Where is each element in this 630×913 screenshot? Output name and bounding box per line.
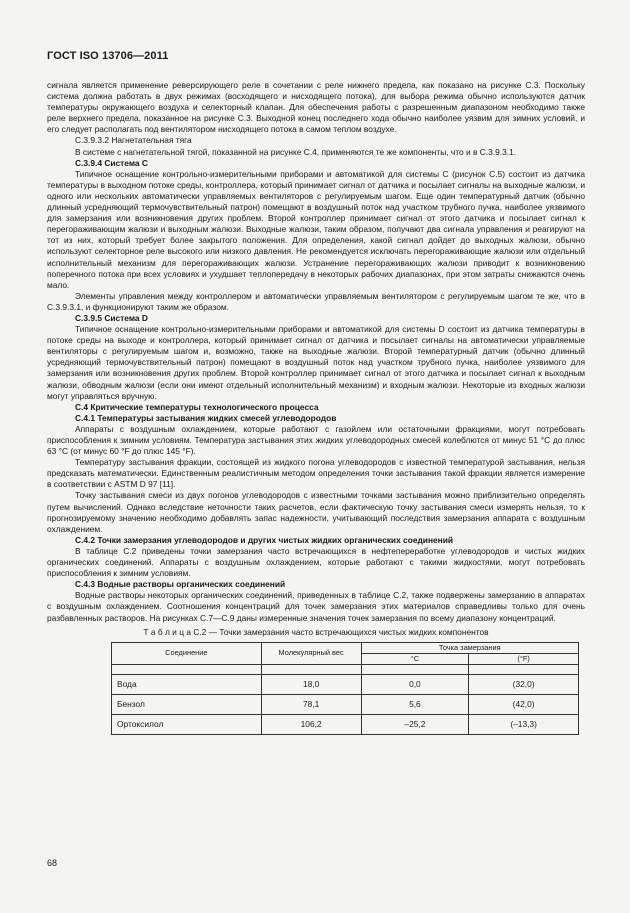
paragraph: В системе с нагнетательной тягой, показанной на рисунке С.4, применяются те же компоненты, что и в С.3.9.3.1. — [75, 146, 517, 157]
cell-molecular-weight: 78,1 — [261, 694, 361, 714]
section-heading: С.4.1 Температуры застывания жидких смесей углеводородов — [75, 412, 337, 423]
cell-molecular-weight: 18,0 — [261, 674, 361, 694]
section-heading: С.4.3 Водные растворы органических соединений — [75, 579, 286, 590]
column-header-compound: Соединение — [112, 642, 262, 664]
cell-celsius: 0,0 — [361, 674, 469, 694]
column-header-molecular-weight: Молекулярный вес — [261, 642, 361, 664]
cell-fahrenheit: (–13,3) — [469, 714, 579, 734]
column-header-celsius: °С — [361, 653, 469, 664]
paragraph: Точку застывания смеси из двух погонов углеводородов с известными точками застывания можно приблизительно определять путем вычислений. Однако вследствие неточности таких расчетов, если фактическую точку застывания смеси измерять нельзя, то к прогнозируемому значению необходимо добавлять запас надежности, учитывающий последствия замерзания аппарата с воздушным охлаждением. — [47, 490, 585, 534]
cell-fahrenheit: (42,0) — [469, 694, 579, 714]
document-body — [47, 80, 585, 735]
table-row — [112, 674, 579, 694]
table-caption: Т а б л и ц а С.2 — Точки замерзания часто встречающихся чистых жидких компонентов — [143, 626, 489, 637]
table-row — [112, 714, 579, 734]
document-header: ГОСТ ISO 13706—2011 — [47, 50, 169, 62]
section-heading: С.3.9.4 Система С — [75, 157, 148, 168]
section-heading: С.3.9.5 Система D — [75, 312, 148, 323]
section-heading: С.4.2 Точки замерзания углеводородов и других чистых жидких органических соединений — [75, 534, 454, 545]
paragraph: Элементы управления между контроллером и автоматически управляемым вентилятором с регулируемым шагом те же, что в С.3.9.3.1, и функционируют таким же образом. — [47, 290, 585, 312]
page-number: 68 — [47, 858, 58, 868]
cell-compound: Вода — [112, 674, 262, 694]
column-header-freezing-point: Точка замерзания — [361, 642, 578, 653]
cell-molecular-weight: 106,2 — [261, 714, 361, 734]
paragraph: Аппараты с воздушным охлаждением, которые работают с газойлем или остаточными фракциями, могут потребовать приспособления к зимним условиям. Температура застывания этих жидких углеводородных смесей колеблются от минус 51 °С до плюс 63 °С (от минус 60 °F до плюс 145 °F). — [47, 423, 585, 457]
cell-celsius: 5,6 — [361, 694, 469, 714]
cell-compound: Бензол — [112, 694, 262, 714]
paragraph: сигнала является применение реверсирующего реле в сочетании с реле нижнего предела, как показано на рисунке С.3. Поскольку система должна работать в двух режимах (восходящего и нисходящего потока), для выбора режима обычно используются датчик температуры окружающего воздуха и селекторный клапан. Для обеспечения работы с разрешенным диапазоном необходимо также реле верхнего предела, показанное на рисунке С.3. Выходной конец последнего хода обычно наиболее уязвим для зимних условий, и его следует располагать под вентилятором нисходящего потока в самом теплом воздухе. — [47, 80, 585, 135]
cell-fahrenheit: (32,0) — [469, 674, 579, 694]
freezing-points-table — [111, 642, 579, 735]
paragraph: Типичное оснащение контрольно-измерительными приборами и автоматикой для системы С (рисунок С.5) состоит из датчика температуры в выходном потоке среды, контроллера, который принимает сигнал от датчика и посылает сигналы на выходные жалюзи, и одного или нескольких автоматически управляемых вентиляторов с регулируемым шагом. Еще один температурный датчик (обычно длинный усредняющий термочувствительный патрон) помещают в воздушный поток над участком трубного пучка, наиболее уязвимого для замерзания или возникновения других проблем. Второй контроллер принимает сигнал от этого датчика и посылает сигнал к перегораживающим жалюзи и выходным жалюзи. Выходные жалюзи, таким образом, получают два сигнала управления и реагируют на тот из них, который требует более закрытого положения. Для определения, какой сигнал дойдет до выходных жалюзи, обычно используют селекторное реле высокого или низкого давления. Не рекомендуется исключать перегораживающие жалюзи или отдельный исполнительный механизм для перегораживающих жалюзи. Устранение перегораживающих жалюзи приводит к возникновению поперечного потока при всех условиях и ухудшает теплопередачу в некоторых рабочих диапазонах, при этом затраты снижаются очень мало. — [47, 168, 585, 290]
paragraph: Температуру застывания фракции, состоящей из жидкого погона углеводородов с известной температурой застывания, нельзя предсказать математически. Единственным реалистичным методом определения точки застывания такой фракции является измерение в соответствии с ASTM D 97 [11]. — [47, 457, 585, 490]
section-heading: С.4 Критические температуры технологического процесса — [75, 401, 319, 412]
paragraph: Водные растворы некоторых органических соединений, приведенных в таблице С.2, также подвержены замерзанию в аппаратах с воздушным охлаждением. Соотношения концентраций для точек замерзания этих материалов справедливы только для очень разбавленных растворов. На рисунках С.7—С.9 даны измеренные значения точек замерзания по всему диапазону концентраций. — [47, 590, 585, 623]
column-header-fahrenheit: (°F) — [469, 653, 579, 664]
table-row — [112, 694, 579, 714]
cell-compound: Ортоксилол — [112, 714, 262, 734]
paragraph: Типичное оснащение контрольно-измерительными приборами и автоматикой для системы D состоит из датчика температуры в потоке среды на выходе и контроллера, который принимает сигнал от датчика и посылает сигналы на автоматически управляемые вентиляторы с регулируемым шагом и, возможно, также на выходные жалюзи. Второй температурный датчик (обычно длинный усредняющий термочувствительный патрон) помещают в воздушный поток над участком трубного пучка, наиболее уязвимого для замерзания или возникновения других проблем. Второй контроллер принимает сигнал от этого датчика и посылает сигнал к выходным жалюзи, обводным жалюзи (если они имеют отдельный исполнительный механизм) и входным жалюзи. Некоторые из входных жалюзи могут управляться вручную. — [47, 324, 585, 401]
paragraph: В таблице С.2 приведены точки замерзания часто встречающихся в нефтепереработке углеводородов и чистых жидких органических соединений. Аппараты с воздушным охлаждением, которые работают с такими жидкостями, могут потребовать приспособления к зимним условиям. — [47, 545, 585, 579]
cell-celsius: –25,2 — [361, 714, 469, 734]
section-heading: С.3.9.3.2 Нагнетательная тяга — [75, 135, 192, 146]
